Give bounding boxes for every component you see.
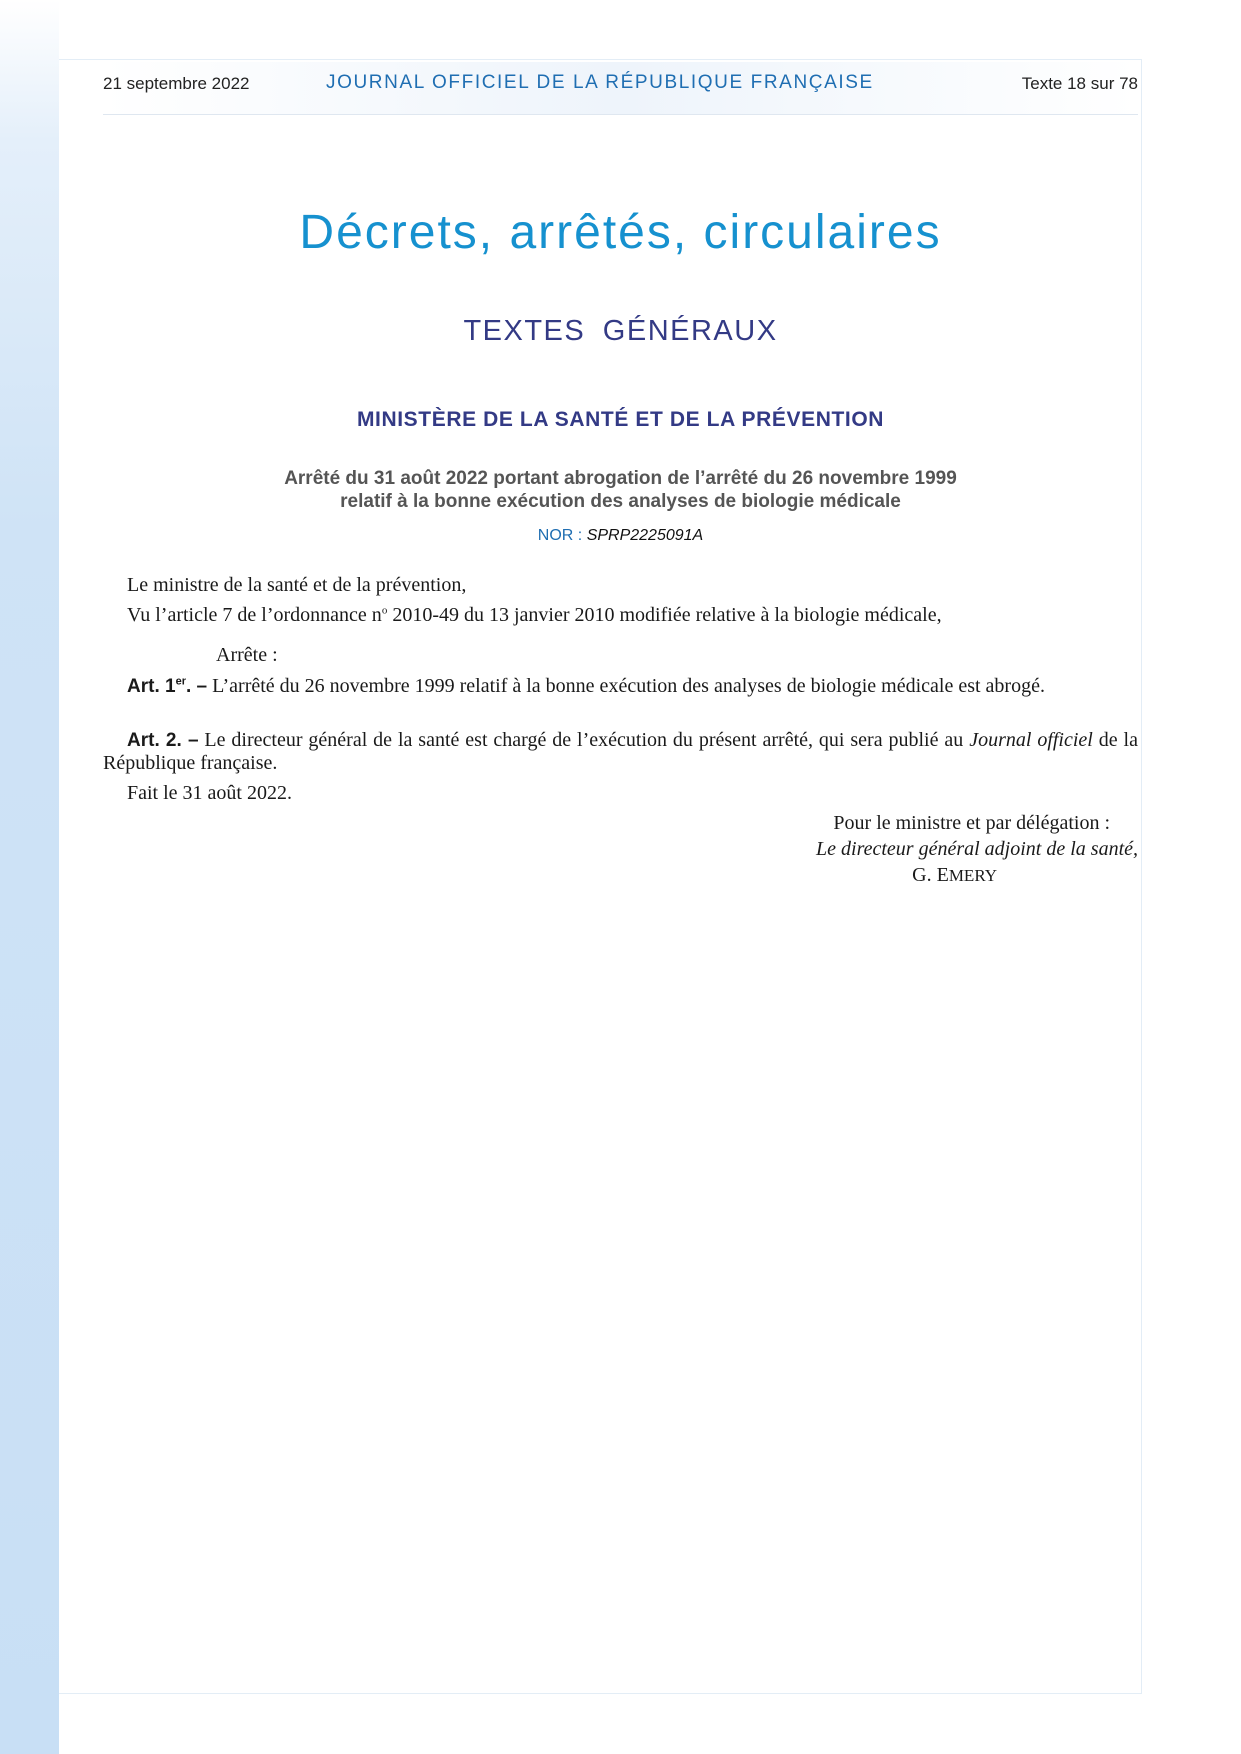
arrete-title-line1: Arrêté du 31 août 2022 portant abrogation de l’arrêté du 26 novembre 1999 (284, 468, 957, 489)
preamble: Le ministre de la santé et de la prévention, (127, 574, 467, 596)
page-header (103, 62, 1138, 115)
signature-name: G. EMERY (912, 864, 997, 886)
subsection-title: TEXTES GÉNÉRAUX (463, 315, 778, 347)
article-1 (103, 675, 1138, 698)
arrete-word: Arrête : (216, 644, 278, 666)
header-journal-title: JOURNAL OFFICIEL DE LA RÉPUBLIQUE FRANÇAISE (326, 72, 874, 93)
signature-block (103, 812, 1138, 892)
vu-paragraph (103, 604, 1138, 627)
article-1-label: Art. 1er. – (127, 675, 208, 697)
section-title: Décrets, arrêtés, circulaires (299, 206, 942, 259)
nor-value: SPRP2225091A (586, 527, 704, 544)
vu-suffix: 2010-49 du 13 janvier 2010 modifiée relative à la biologie médicale, (387, 604, 942, 626)
nor-label: NOR : (537, 527, 583, 544)
arrete-title (0, 467, 1241, 513)
left-margin-band (0, 0, 59, 1754)
article-2-text-b: de la République française. (103, 729, 1138, 774)
arrete-title-line2: relatif à la bonne exécution des analyses de biologie médicale (340, 491, 901, 512)
article-2-label: Art. 2. – (127, 730, 199, 751)
article-2 (103, 729, 1138, 775)
article-1-text: L’arrêté du 26 novembre 1999 relatif à la bonne exécution des analyses de biologie médicale est abrogé. (207, 675, 1045, 697)
done-date: Fait le 31 août 2022. (127, 782, 292, 804)
nor-reference (0, 527, 1241, 545)
vu-sup: o (381, 604, 388, 617)
header-date: 21 septembre 2022 (103, 74, 250, 93)
vu-prefix: Vu l’article 7 de l’ordonnance n (127, 604, 382, 626)
signature-line2: Le directeur général adjoint de la santé, (816, 838, 1138, 860)
signature-line1: Pour le ministre et par délégation : (833, 812, 1110, 834)
ministry-heading: MINISTÈRE DE LA SANTÉ ET DE LA PRÉVENTION (356, 408, 885, 431)
article-2-journal-italic: Journal officiel (969, 729, 1093, 751)
article-2-text-a: Le directeur général de la santé est chargé de l’exécution du présent arrêté, qui sera publié au (198, 729, 970, 751)
header-text-index: Texte 18 sur 78 (1021, 74, 1138, 93)
